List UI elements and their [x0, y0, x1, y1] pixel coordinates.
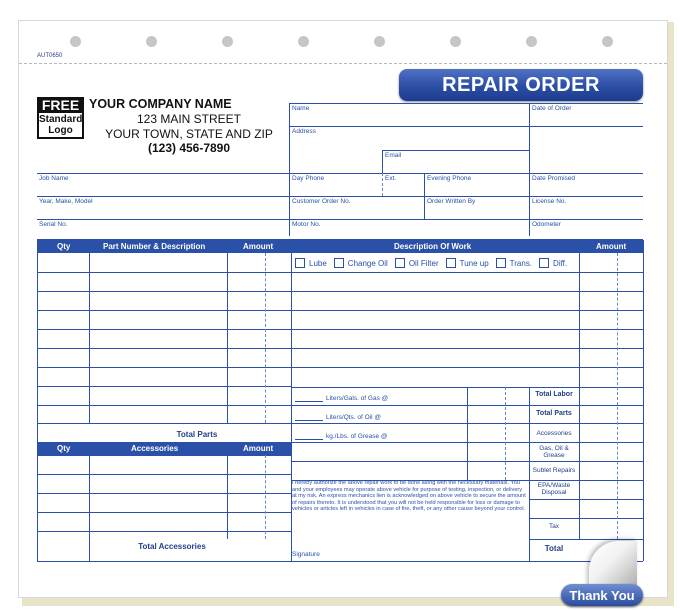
- tax-label: Tax: [548, 523, 560, 530]
- work-amount-header: Amount: [596, 242, 627, 251]
- logo-free: FREE: [37, 97, 84, 113]
- grid-line: [579, 253, 580, 539]
- form-number: AUT0650: [37, 53, 63, 59]
- grid-line: [505, 387, 506, 480]
- address-field[interactable]: Address: [292, 128, 316, 135]
- table-row-line: [37, 272, 291, 273]
- table-row-line: [37, 474, 291, 475]
- gas-line[interactable]: Liters/Gals. of Gas @: [295, 395, 388, 402]
- table-row-line: [291, 272, 643, 273]
- grease-line[interactable]: kg./Lbs. of Grease @: [295, 433, 388, 440]
- table-row-line: [37, 310, 291, 311]
- binder-hole: [450, 36, 461, 47]
- grid-line: [89, 253, 90, 423]
- accessories-amount-header: Amount: [243, 444, 274, 453]
- company-city: YOUR TOWN, STATE AND ZIP: [105, 127, 273, 141]
- company-street: 123 MAIN STREET: [136, 112, 242, 126]
- oil-line[interactable]: Liters/Qts. of Oil @: [295, 414, 381, 421]
- grid-line: [529, 103, 530, 236]
- license-no-field[interactable]: License No.: [532, 198, 567, 205]
- table-row-line: [37, 423, 291, 424]
- parts-table-header: [37, 240, 291, 253]
- serial-no-field[interactable]: Serial No.: [39, 221, 68, 228]
- table-row-line: [291, 367, 643, 368]
- epa-waste-disposal-label: EPA/Waste Disposal: [537, 482, 571, 496]
- change-oil-checkbox[interactable]: Change Oil: [334, 258, 388, 268]
- repair-order-form: [18, 20, 668, 603]
- total-parts-label: Total Parts: [176, 430, 218, 439]
- checkbox-square[interactable]: [395, 258, 405, 268]
- perforation-line: [19, 63, 667, 64]
- table-row-line: [291, 291, 643, 292]
- table-row-line: [529, 499, 643, 500]
- grid-line: [89, 455, 90, 561]
- date-of-order-field[interactable]: Date of Order: [532, 105, 572, 112]
- logo-logo: Logo: [48, 125, 73, 136]
- grid-line: [265, 455, 266, 539]
- table-row-line: [291, 348, 643, 349]
- total-labor-label: Total Labor: [535, 391, 573, 398]
- table-row-line: [37, 405, 291, 406]
- company-phone: (123) 456-7890: [147, 141, 231, 155]
- date-promised-field[interactable]: Date Promised: [532, 175, 575, 182]
- part-description-header: Part Number & Description: [103, 242, 206, 251]
- grid-line: [37, 253, 38, 561]
- grid-line: [529, 126, 643, 127]
- evening-phone-field[interactable]: Evening Phone: [427, 175, 472, 182]
- table-row-line: [37, 329, 291, 330]
- job-name-field[interactable]: Job Name: [39, 175, 69, 182]
- sublet-repairs-label: Sublet Repairs: [532, 467, 576, 474]
- accessories-summary-label: Accessories: [536, 430, 572, 437]
- grid-line: [227, 253, 228, 423]
- binder-hole: [70, 36, 81, 47]
- table-row-line: [37, 512, 291, 513]
- table-row-line: [37, 291, 291, 292]
- diff-checkbox[interactable]: Diff.: [539, 258, 567, 268]
- grid-line: [382, 150, 383, 173]
- work-table-header: [291, 240, 643, 253]
- binder-hole: [602, 36, 613, 47]
- table-row-line: [37, 348, 291, 349]
- checkbox-square[interactable]: [295, 258, 305, 268]
- checkbox-square[interactable]: [334, 258, 344, 268]
- gas-oil-grease-label: Gas, Oil & Grease: [539, 445, 569, 459]
- grid-line: [37, 173, 643, 174]
- grid-line: [382, 150, 529, 151]
- table-row-line: [37, 367, 291, 368]
- table-row-line: [291, 310, 643, 311]
- grid-line: [37, 219, 643, 220]
- checkbox-square[interactable]: [446, 258, 456, 268]
- thank-you-badge: Thank You: [561, 584, 643, 606]
- year-make-model-field[interactable]: Year, Make, Model: [39, 198, 93, 205]
- accessories-header: Accessories: [131, 444, 179, 453]
- signature-field[interactable]: Signature: [292, 551, 320, 558]
- grid-line: [37, 196, 643, 197]
- email-field[interactable]: Email: [385, 152, 402, 159]
- grid-line: [643, 240, 644, 561]
- customer-order-field[interactable]: Customer Order No.: [292, 198, 351, 205]
- table-row-line: [291, 329, 643, 330]
- grid-line: [289, 103, 290, 236]
- table-row-line: [37, 493, 291, 494]
- binder-hole: [526, 36, 537, 47]
- table-row-line: [37, 386, 291, 387]
- grid-line: [289, 126, 529, 127]
- lube-checkbox[interactable]: Lube: [295, 258, 327, 268]
- checkbox-square[interactable]: [539, 258, 549, 268]
- ext-field[interactable]: Ext.: [385, 175, 397, 182]
- amount-header: Amount: [243, 242, 274, 251]
- grid-line: [289, 103, 643, 104]
- grid-line: [467, 387, 468, 480]
- company-block: [89, 97, 289, 155]
- binder-hole: [374, 36, 385, 47]
- odometer-field[interactable]: Odometer: [532, 221, 561, 228]
- total-accessories-label: Total Accessories: [138, 542, 206, 551]
- grid-line: [37, 561, 643, 562]
- accessories-qty-header: Qty: [57, 444, 71, 453]
- binder-hole: [298, 36, 309, 47]
- authorization-text: I hereby authorize the above repair work to be done along with the necessary materials. You and your employees may operate above vehicle for purpose of testing, inspection, or delivery at my risk. An express mechanics lien is acknowledged on above vehicle to secure the amount of repairs thereto. It is understood that you will not be held responsible for loss or damage to vehicles or articles left in vehicles in case of fire, theft, or any other cause beyond your control.: [292, 480, 526, 513]
- grid-line: [617, 253, 618, 539]
- company-name: YOUR COMPANY NAME: [89, 97, 232, 111]
- trans-checkbox[interactable]: Trans.: [496, 258, 532, 268]
- day-phone-field[interactable]: Day Phone: [292, 175, 325, 182]
- logo-standard: Standard: [39, 114, 83, 125]
- form-title: REPAIR ORDER: [399, 69, 643, 101]
- table-row-line: [529, 518, 643, 519]
- grid-line: [424, 173, 425, 219]
- grid-line: [265, 253, 266, 423]
- checkbox-square[interactable]: [496, 258, 506, 268]
- binder-hole: [146, 36, 157, 47]
- accessories-table-header: [37, 442, 291, 455]
- table-row-line: [37, 455, 291, 456]
- total-parts-summary-label: Total Parts: [536, 410, 572, 417]
- logo: [37, 97, 84, 139]
- qty-header: Qty: [57, 242, 71, 251]
- grid-line: [382, 173, 383, 196]
- motor-no-field[interactable]: Motor No.: [292, 221, 321, 228]
- grand-total-label: Total: [544, 544, 564, 553]
- oil-filter-checkbox[interactable]: Oil Filter: [395, 258, 439, 268]
- table-row-line: [37, 531, 291, 532]
- tune-up-checkbox[interactable]: Tune up: [446, 258, 489, 268]
- binder-hole: [222, 36, 233, 47]
- table-row-line: [529, 539, 643, 540]
- name-field[interactable]: Name: [292, 105, 310, 112]
- description-of-work-header: Description Of Work: [394, 242, 472, 251]
- order-written-by-field[interactable]: Order Written By: [427, 198, 476, 205]
- service-checkboxes: [295, 258, 574, 268]
- grid-line: [227, 455, 228, 539]
